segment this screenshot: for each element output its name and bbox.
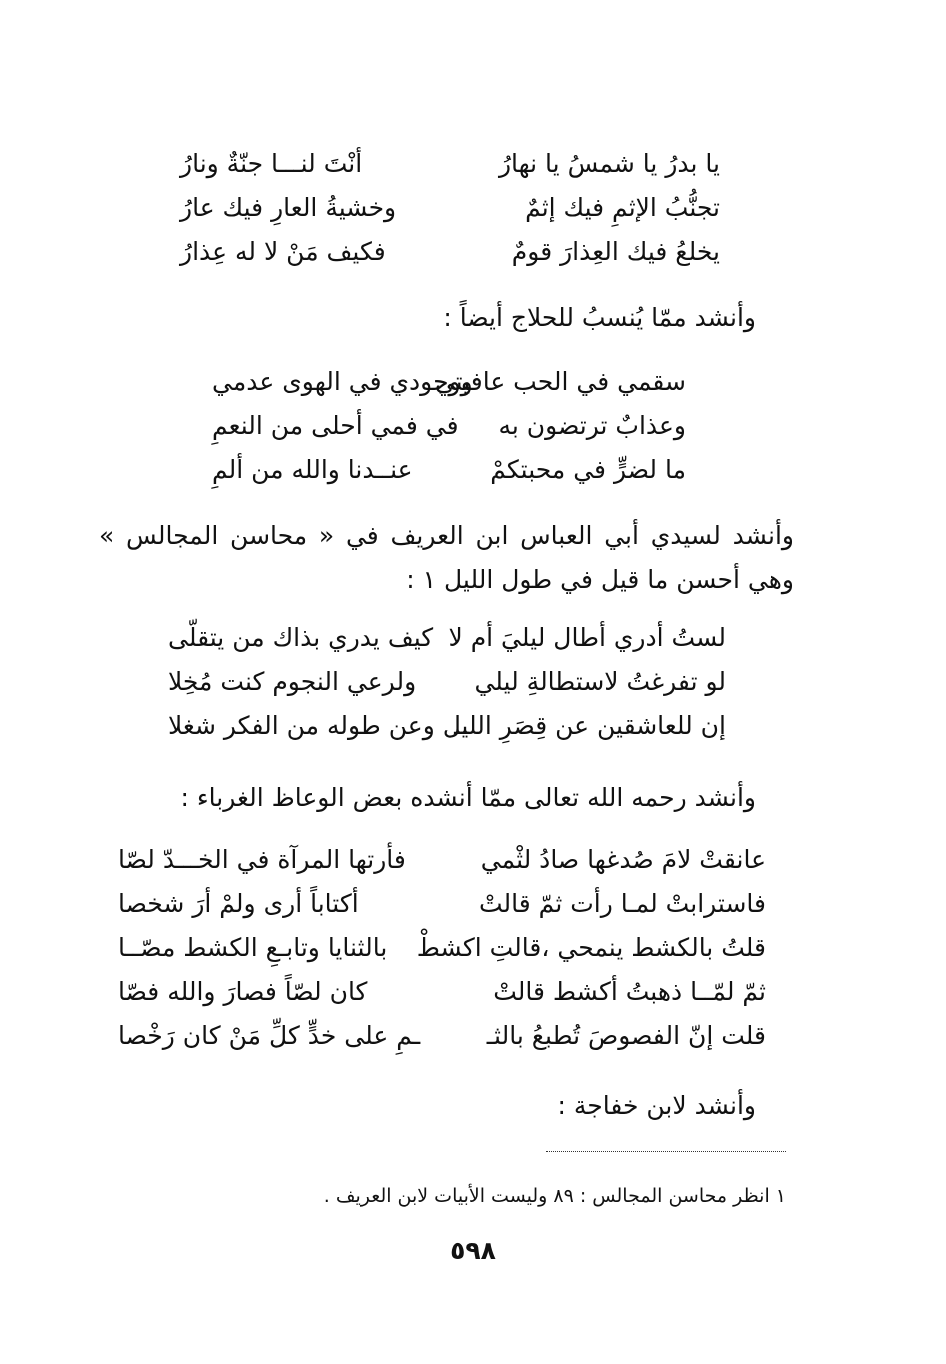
verse-first-hemistich: ثمّ لمّــا ذهبتُ أكشط قالتْ [493,977,766,1006]
verse-second-hemistich: ـل وعن طوله من الفكر شغلا [168,711,470,740]
verse-second-hemistich: عنــدنا والله من ألمِ [212,455,413,484]
poem-verse [150,144,750,188]
verse-first-hemistich: قلت إنّ الفصوصَ تُطبعُ بالثـ [486,1021,766,1050]
verse-second-hemistich: وخشيةُ العارِ فيك عارُ [180,193,397,222]
poem-stanza-2 [200,362,700,494]
verse-second-hemistich: ووجودي في الهوى عدمي [212,367,473,396]
poem-verse [110,1016,780,1060]
poem-verse [110,840,780,884]
verse-first-hemistich: تجنُّبُ الإثمِ فيك إثمٌ [525,193,720,222]
footnote: ١ انظر محاسن المجالس : ٨٩ وليست الأبيات لابن العريف . [323,1185,786,1207]
poem-verse [160,662,740,706]
verse-first-hemistich: ما لضرٍّ في محبتكمْ [490,455,686,484]
verse-second-hemistich: ولرعي النجوم كنت مُخِلا [168,667,417,696]
poem-verse [200,406,700,450]
verse-second-hemistich: ـمِ على خدٍّ كلِّ مَنْ كان رَخْصا [118,1021,421,1050]
verse-first-hemistich: قلتُ بالكشط ينمحي ،قالتِ اكشطْ [416,933,766,962]
poem-verse [110,972,780,1016]
footnote-separator [546,1151,786,1152]
verse-second-hemistich: كان لصّاً فصارَ والله فصّا [118,977,368,1006]
verse-second-hemistich: فكيف مَنْ لا له عِذارُ [180,237,386,266]
poem-stanza-4 [110,840,780,1060]
poem-verse [200,450,700,494]
poem-verse [150,232,750,276]
verse-second-hemistich: في فمي أحلى من النعمِ [212,411,459,440]
poem-verse [160,706,740,750]
verse-first-hemistich: لستُ أدري أطال ليليَ أم لا [448,623,726,652]
verse-second-hemistich: أنْتَ لنـــا جنّةٌ ونارُ [180,149,363,178]
verse-first-hemistich: فاسترابتْ لمـا رأت ثمّ قالتْ [479,889,766,918]
verse-first-hemistich: سقمي في الحب عافيتي [434,367,686,396]
poem-verse [160,618,740,662]
poem-verse [200,362,700,406]
intro-paragraph-2: وأنشد ممّا يُنسبُ للحلاج أيضاً : [443,303,756,332]
verse-first-hemistich: وعذابٌ ترتضون به [498,411,686,440]
poem-stanza-3 [160,618,740,750]
verse-second-hemistich: فأرتها المرآة في الخـــدّ لصّا [118,845,406,874]
verse-first-hemistich: لو تفرغتُ لاستطالةِ ليلي [474,667,726,696]
verse-first-hemistich: عانقتْ لامَ صُدغها صادُ لثْمي [480,845,766,874]
verse-second-hemistich: أكتاباً أرى ولمْ أرَ شخصا [118,889,359,918]
verse-first-hemistich: إن للعاشقين عن قِصَرِ الليـ [454,711,726,740]
poem-verse [150,188,750,232]
poem-verse [110,928,780,972]
poem-verse [110,884,780,928]
verse-second-hemistich: بالثنايا وتابـعِ الكشط مصّــا [118,933,388,962]
verse-first-hemistich: يا بدرُ يا شمسُ يا نهارُ [498,149,720,178]
intro-paragraph-4: وأنشد رحمه الله تعالى ممّا أنشده بعض الوعاظ الغرباء : [180,783,756,812]
intro-paragraph-3: وأنشد لسيدي أبي العباس ابن العريف في « محاسن المجالس » وهي أحسن ما قيل في طول الليل ١ : [99,521,794,594]
verse-second-hemistich: كيف يدري بذاك من يتقلّى [168,623,434,652]
verse-first-hemistich: يخلعُ فيك العِذارَ قومٌ [511,237,720,266]
poem-stanza-1 [150,144,750,276]
intro-paragraph-5: وأنشد لابن خفاجة : [557,1091,756,1120]
page-number: ٥٩٨ [450,1236,496,1265]
